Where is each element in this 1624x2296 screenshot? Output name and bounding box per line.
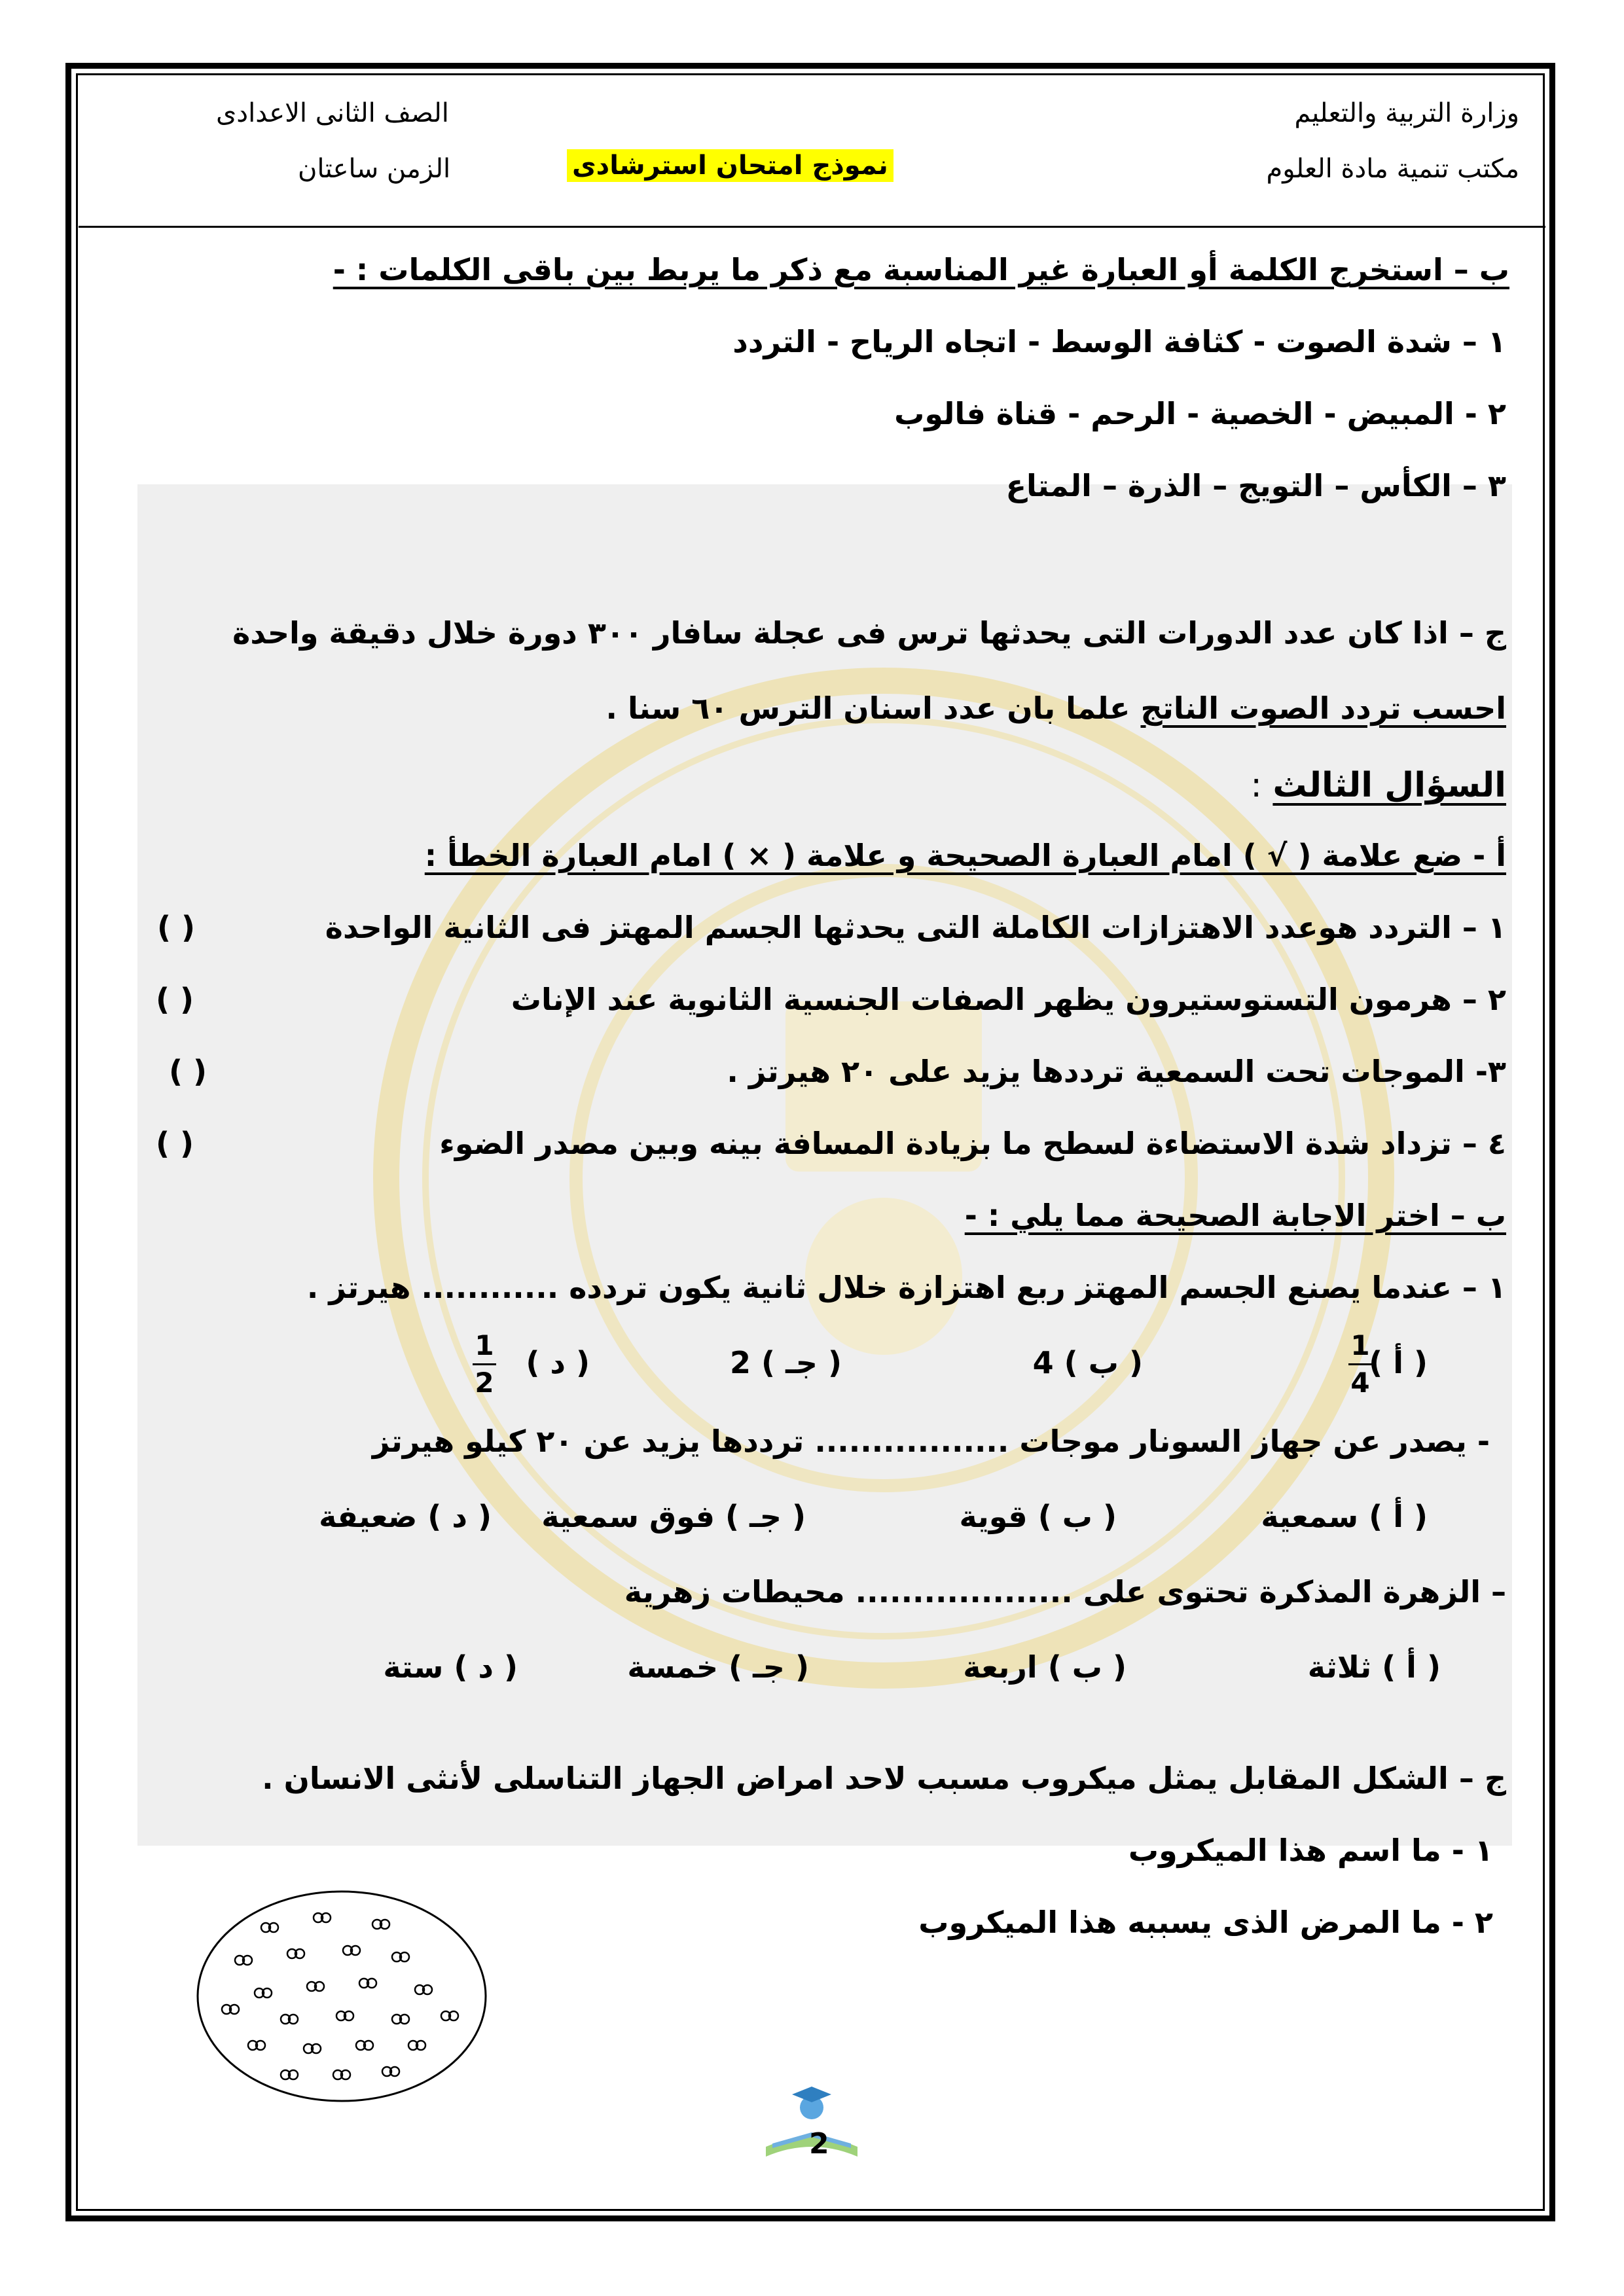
mcq1-option-d[interactable]: ( د ) bbox=[526, 1345, 590, 1380]
q3-part-b-heading: ب – اختر الاجابة الصحيحة مما يلي : - bbox=[964, 1198, 1506, 1233]
answer-blank-2[interactable]: ( ) bbox=[156, 982, 194, 1017]
part-c1-line-2: احسب تردد الصوت الناتج علما بان عدد اسنان الترس ٦٠ سنا . bbox=[605, 691, 1506, 726]
part-b1-item-2: ٢ - المبيض - الخصية - الرحم - قناة فالوب bbox=[894, 396, 1506, 431]
q3-statement-4: ٤ – تزداد شدة الاستضاءة لسطح ما بزيادة المسافة بينه وبين مصدر الضوء bbox=[439, 1126, 1506, 1161]
office-name: مكتب تنمية مادة العلوم bbox=[1266, 154, 1519, 184]
q3-part-c-heading: ج – الشكل المقابل يمثل ميكروب مسبب لاحد امراض الجهاز التناسلى لأنثى الانسان . bbox=[262, 1761, 1506, 1796]
mcq1-option-a-fraction: 1 4 bbox=[1348, 1332, 1372, 1397]
mcq1-option-a[interactable]: ( أ ) bbox=[1369, 1345, 1428, 1380]
q3-statement-2: ٢ – هرمون التستوستيرون يظهر الصفات الجنسية الثانوية عند الإناث bbox=[511, 982, 1506, 1017]
ministry-seal-watermark bbox=[367, 661, 1401, 1695]
microbe-figure bbox=[191, 1885, 492, 2108]
mcq1-option-d-fraction: 1 2 bbox=[473, 1332, 496, 1397]
mcq1-option-c[interactable]: ( جـ ) 2 bbox=[730, 1345, 842, 1380]
ministry-name: وزارة التربية والتعليم bbox=[1294, 98, 1519, 128]
time-label: الزمن ساعتان bbox=[298, 154, 451, 184]
mcq3-question: – الزهرة المذكرة تحتوى على ................... محيطات زهرية bbox=[624, 1574, 1506, 1609]
part-b1-heading: ب – استخرج الكلمة أو العبارة غير المناسبة مع ذكر ما يربط بين باقى الكلمات : - bbox=[333, 252, 1509, 287]
q3-title: السؤال الثالث : bbox=[1250, 766, 1506, 805]
q3-statement-3: ٣- الموجات تحت السمعية ترددها يزيد على ٢٠ هيرتز . bbox=[727, 1054, 1506, 1089]
header-rule bbox=[79, 226, 1545, 228]
grade-label: الصف الثانى الاعدادى bbox=[216, 98, 449, 128]
part-b1-item-3: ٣ – الكأس – التويج – الذرة – المتاع bbox=[1005, 468, 1506, 503]
part-c1-line-1: ج – اذا كان عدد الدورات التى يحدثها ترس فى عجلة سافار ٣٠٠ دورة خلال دقيقة واحدة bbox=[232, 615, 1506, 651]
mcq2-option-c[interactable]: ( جـ ) فوق سمعية bbox=[541, 1499, 806, 1534]
mcq2-option-a[interactable]: ( أ ) سمعية bbox=[1261, 1499, 1428, 1534]
q3-part-a-heading: أ - ضع علامة ( √ ) امام العبارة الصحيحة و علامة ( × ) امام العبارة الخطأ : bbox=[424, 838, 1506, 873]
mcq2-option-b[interactable]: ( ب ) قوية bbox=[959, 1499, 1117, 1534]
answer-blank-3[interactable]: ( ) bbox=[169, 1054, 208, 1089]
mcq3-option-c[interactable]: ( جـ ) خمسة bbox=[627, 1649, 809, 1685]
mcq3-option-b[interactable]: ( ب ) اربعة bbox=[963, 1649, 1127, 1685]
exam-title: نموذج امتحان استرشادى bbox=[567, 151, 893, 181]
mcq2-question: - يصدر عن جهاز السونار موجات ................. ترددها يزيد عن ٢٠ كيلو هيرتز bbox=[372, 1424, 1490, 1459]
answer-blank-4[interactable]: ( ) bbox=[156, 1126, 194, 1161]
mcq1-option-b[interactable]: ( ب ) 4 bbox=[1032, 1345, 1143, 1380]
page-number: 2 bbox=[809, 2127, 829, 2161]
mcq3-option-d[interactable]: ( د ) ستة bbox=[383, 1649, 518, 1685]
part-c-question-1: ١ - ما اسم هذا الميكروب bbox=[1128, 1833, 1493, 1868]
mcq3-option-a[interactable]: ( أ ) ثلاثة bbox=[1307, 1649, 1441, 1685]
mcq2-option-d[interactable]: ( د ) ضعيفة bbox=[319, 1499, 492, 1534]
part-c-question-2: ٢ - ما المرض الذى يسببه هذا الميكروب bbox=[918, 1905, 1493, 1940]
mcq1-question: ١ – عندما يصنع الجسم المهتز ربع اهتزازة خلال ثانية يكون تردده ............ هيرتز . bbox=[306, 1270, 1506, 1305]
q3-statement-1: ١ – التردد هوعدد الاهتزازات الكاملة التى يحدثها الجسم المهتز فى الثانية الواحدة bbox=[325, 910, 1506, 945]
answer-blank-1[interactable]: ( ) bbox=[157, 910, 196, 945]
part-b1-item-1: ١ – شدة الصوت - كثافة الوسط - اتجاه الرياح - التردد bbox=[732, 324, 1506, 359]
